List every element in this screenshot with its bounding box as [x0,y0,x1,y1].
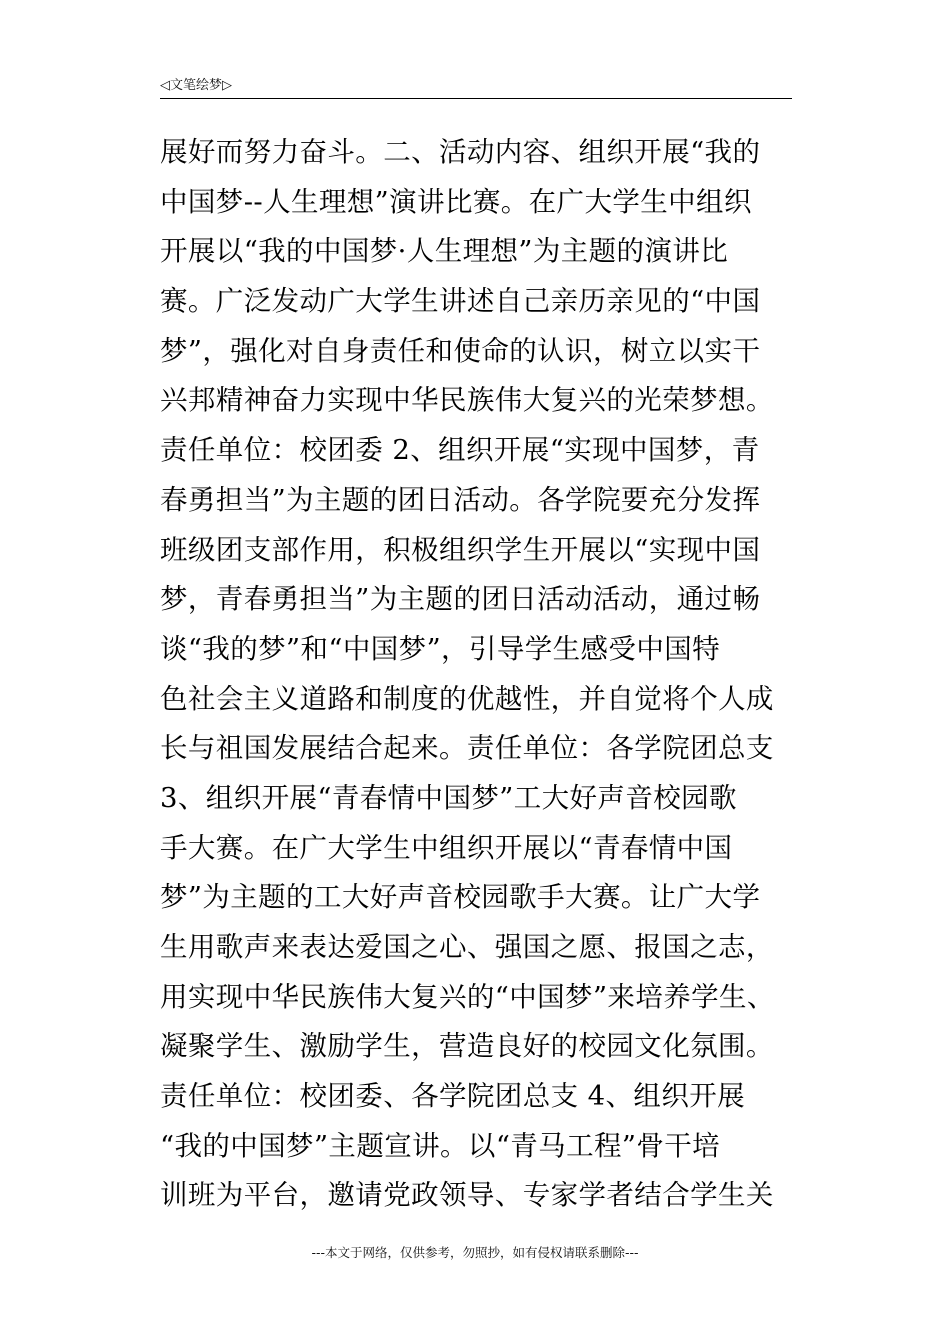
body-line: 谈“我的梦”和“中国梦”，引导学生感受中国特 [160,632,721,665]
body-line: 春勇担当”为主题的团日活动。各学院要充分发挥 [160,483,761,516]
header-logo-text: ◁文笔绘梦▷ [160,78,232,93]
page-footer-disclaimer: ---本文于网络，仅供参考，勿照抄，如有侵权请联系删除--- [311,1245,639,1260]
body-line: 中国梦--人生理想”演讲比赛。在广大学生中组织 [160,185,752,218]
body-line: 兴邦精神奋力实现中华民族伟大复兴的光荣梦想。 [160,384,774,417]
body-line: 班级团支部作用，积极组织学生开展以“实现中国 [160,533,761,566]
body-line: 用实现中华民族伟大复兴的“中国梦”来培养学生、 [160,980,775,1013]
body-line: 长与祖国发展结合起来。责任单位：各学院团总支 [160,732,774,765]
body-line: 3、组织开展“青春情中国梦”工大好声音校园歌 [160,781,737,814]
body-line: 色社会主义道路和制度的优越性，并自觉将个人成 [160,682,774,715]
body-line: “我的中国梦”主题宣讲。以“青马工程”骨干培 [160,1129,721,1162]
body-line: 凝聚学生、激励学生，营造良好的校园文化氛围。 [160,1030,774,1063]
body-line: 责任单位：校团委、各学院团总支 4、组织开展 [160,1080,746,1113]
body-line: 训班为平台，邀请党政领导、专家学者结合学生关 [160,1179,774,1212]
document-body [160,128,800,1221]
body-line: 开展以“我的中国梦·人生理想”为主题的演讲比 [160,235,729,268]
body-line: 责任单位：校团委 2、组织开展“实现中国梦，青 [160,434,760,467]
body-line: 手大赛。在广大学生中组织开展以“青春情中国 [160,831,733,864]
body-line: 生用歌声来表达爱国之心、强国之愿、报国之志， [160,931,774,963]
header-divider [160,98,792,99]
page-header [160,74,792,96]
body-line: 梦”为主题的工大好声音校园歌手大赛。让广大学 [160,881,761,914]
body-line: 展好而努力奋斗。二、活动内容、组织开展“我的 [160,136,761,168]
body-line: 赛。广泛发动广大学生讲述自己亲历亲见的“中国 [160,285,761,318]
body-line: 梦”，强化对自身责任和使命的认识，树立以实干 [160,334,761,367]
body-line: 梦，青春勇担当”为主题的团日活动活动，通过畅 [160,583,761,616]
